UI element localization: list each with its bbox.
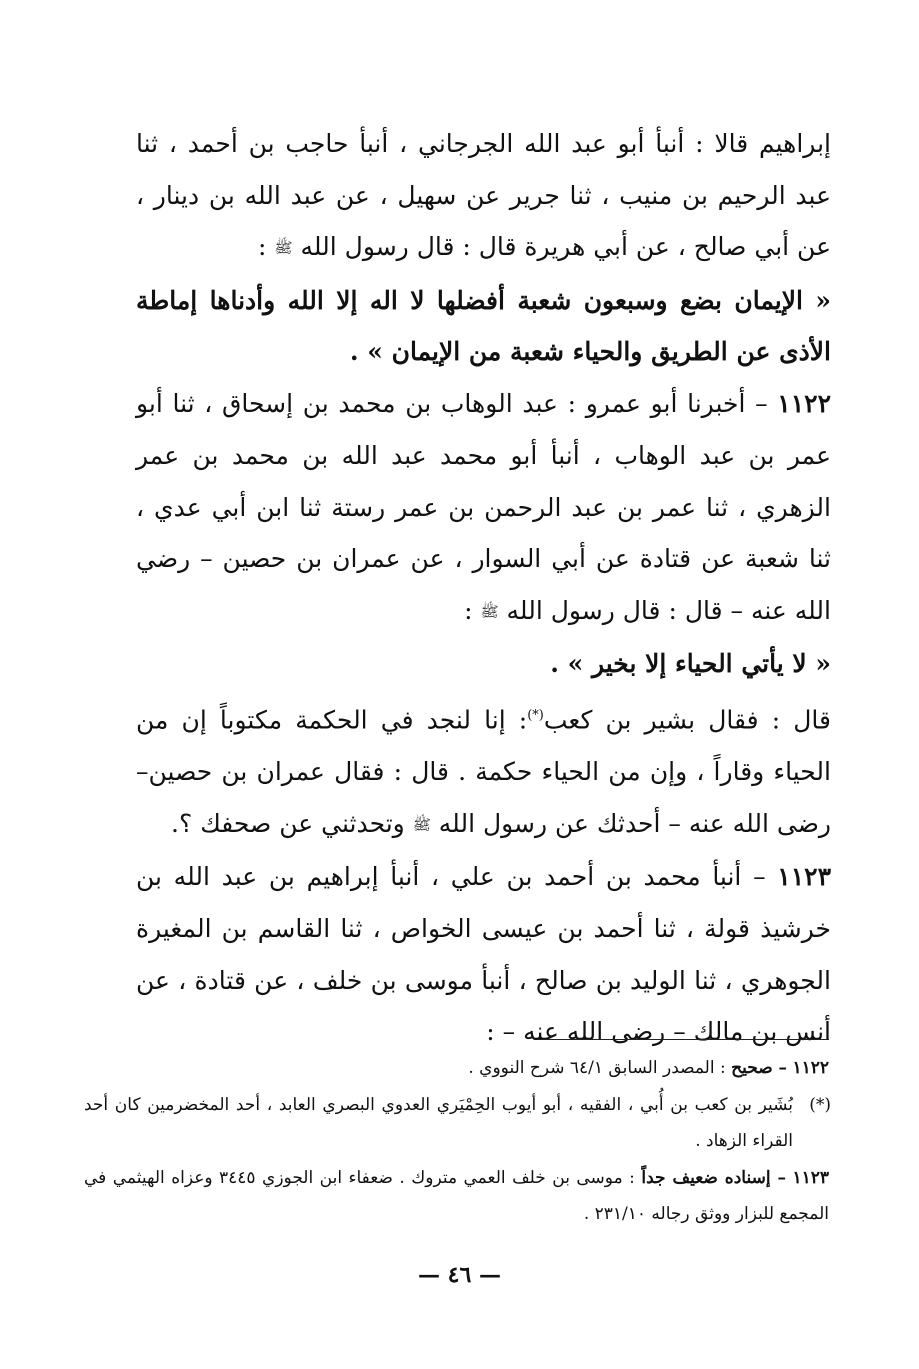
hadith-text-haya: « لا يأتي الحياء إلا بخير » .	[550, 649, 831, 679]
footnote-marker: (*)	[809, 1094, 831, 1115]
hadith-number: ١١٢٣	[777, 862, 831, 892]
footnotes	[84, 1050, 829, 1233]
footnote-text: : موسى بن خلف العمي متروك . ضعفاء ابن الجوزي ٣٤٤٥ وعزاه الهيثمي في المجمع للبزار ووثق رجاله ٢٣١/١٠ .	[84, 1167, 829, 1224]
footnote-text: : المصدر السابق ٦٤/١ شرح النووي .	[468, 1058, 726, 1078]
text-line: إبراهيم قالا : أنبأ أبو عبد الله الجرجاني ، أنبأ حاجب بن أحمد ، ثنا	[136, 129, 831, 158]
colon: :	[258, 232, 267, 262]
paragraph-hadith-1122	[136, 378, 831, 638]
paragraph-bushayr	[136, 690, 831, 851]
hadith-isnad: – أخبرنا أبو عمرو : عبد الوهاب بن محمد بن إسحاق ، ثنا أبو عمر بن عبد الوهاب ، أنبأ أبو محمد عبد الله بن محمد بن عمر الزهري ، ثنا عمر بن عبد الرحمن بن عمر رستة ثنا ابن أبي عدي ، ثنا شعبة عن قتادة عن أبي السوار ، عن عمران بن حصين – رضي الله عنه – قال : قال رسول الله	[136, 389, 831, 625]
footnote-text: بُشَير بن كعب بن أُبي ، الفقيه ، أبو أيوب الحِمْيَري العدوي البصري العابد ، أحد المخضرمين كان أحد القراء الزهاد .	[84, 1094, 793, 1151]
footnote-grade: – صحيح	[731, 1058, 788, 1078]
text-segment: وتحدثني عن صحفك ؟.	[171, 808, 405, 838]
text-line: عبد الرحيم بن منيب ، ثنا جرير عن سهيل ، عن عبد الله بن دينار ، عن	[136, 180, 831, 262]
paragraph-hadith-1123	[136, 851, 831, 1058]
sallallahu-symbol: ﷺ	[480, 602, 499, 621]
footnote-grade: – إسناده ضعيف جداً	[641, 1167, 787, 1188]
footnote-number: ١١٢٣	[792, 1167, 830, 1188]
paragraph-isnad-continued	[136, 118, 831, 275]
text-segment: قال : فقال بشير بن كعب	[543, 705, 831, 735]
footnote-number: ١١٢٢	[792, 1058, 829, 1078]
text-line: أبي صالح ، عن أبي هريرة قال : قال رسول الله	[300, 232, 790, 262]
colon: :	[464, 595, 473, 625]
sallallahu-symbol: ﷺ	[274, 239, 293, 258]
footnote-bushayr	[84, 1087, 829, 1160]
text-segment: : إنا لنجد في الحكمة مكتوباً إن من الحياء وقاراً ، وإن من الحياء حكمة . قال : فقال عمران بن حصين– رضى الله عنه – أحدثك عن رسول الله	[136, 705, 831, 838]
page-number: — ٤٦ —	[418, 1262, 501, 1288]
hadith-text-iman: « الإيمان بضع وسبعون شعبة أفضلها لا اله إلا الله وأدناها إماطة الأذى عن الطريق والحياء شعبة من الإيمان » .	[136, 285, 831, 367]
footnote-separator	[537, 1039, 829, 1040]
hadith-isnad: – أنبأ محمد بن أحمد بن علي ، أنبأ إبراهيم بن عبد الله بن خرشيذ قولة ، ثنا أحمد بن عيسى الخواص ، ثنا القاسم بن المغيرة الجوهري ، ثنا الوليد بن صالح ، أنبأ موسى بن خلف ، عن قتادة ، عن أنس بن مالك – رضى الله عنه – :	[136, 862, 831, 1047]
footnote-1122	[84, 1050, 829, 1087]
sallallahu-symbol: ﷺ	[412, 815, 431, 834]
footnote-marker: (*)	[527, 708, 544, 724]
hadith-number: ١١٢٢	[777, 389, 831, 419]
footnote-1123	[84, 1160, 829, 1233]
main-text-body	[136, 118, 831, 1058]
